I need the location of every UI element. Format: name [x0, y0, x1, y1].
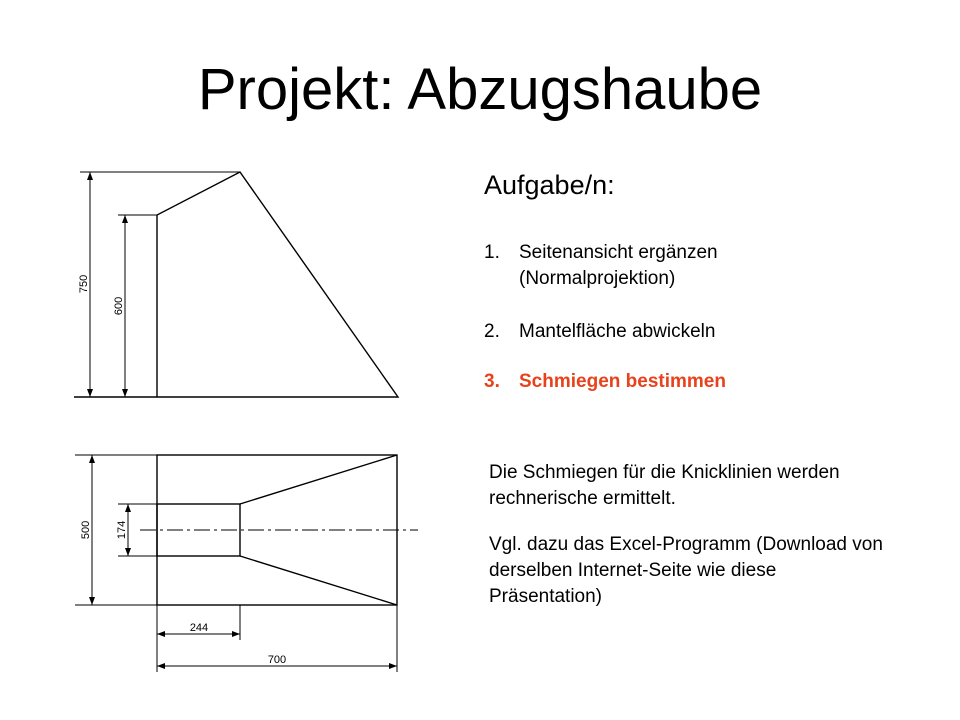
note-second: Vgl. dazu das Excel-Programm (Download von derselben Internet-Seite wie diese Präsentation) [489, 534, 883, 607]
dim-label-244: 244 [189, 622, 209, 634]
front-view-arrows [87, 172, 128, 397]
front-view-outline [157, 172, 398, 397]
top-view-edge-upper [240, 455, 397, 504]
note-first: Die Schmiegen für die Knicklinien werden rechnerische ermittelt. [489, 462, 840, 509]
arrow-244-left [157, 631, 165, 637]
arrow-700-left [157, 663, 165, 669]
arrow-600-bottom [122, 389, 128, 397]
dim-label-500: 500 [80, 520, 92, 540]
task-heading: Aufgabe/n: [484, 170, 615, 200]
arrow-500-top [89, 455, 95, 463]
front-view [74, 172, 398, 397]
task-list [484, 240, 904, 395]
arrow-750-top [87, 172, 93, 180]
arrow-500-bottom [89, 597, 95, 605]
arrow-700-right [389, 663, 397, 669]
top-view-arrows [89, 455, 397, 669]
slide-title: Projekt: Abzugshaube [197, 57, 763, 122]
dim-label-174: 174 [116, 520, 128, 540]
dim-label-750: 750 [78, 274, 90, 294]
task-item-1-line1: Seitenansicht ergänzen [519, 242, 718, 263]
arrow-600-top [122, 215, 128, 223]
task-item-1-line2: (Normalprojektion) [519, 268, 676, 289]
task-item-2-number: 2. [484, 321, 500, 342]
dim-label-700: 700 [267, 654, 287, 666]
dim-label-600: 600 [113, 296, 125, 316]
arrow-174-top [125, 504, 131, 512]
task-item-2-line1: Mantelfläche abwickeln [519, 321, 716, 342]
task-item-1-number: 1. [484, 242, 500, 263]
task-item-2 [484, 319, 904, 345]
arrow-174-bottom [125, 548, 131, 556]
top-view [75, 455, 418, 672]
task-item-1 [484, 240, 904, 292]
task-item-3-number: 3. [484, 371, 500, 392]
arrow-244-right [232, 631, 240, 637]
task-item-3 [484, 369, 904, 395]
task-item-3-line1: Schmiegen bestimmen [519, 371, 726, 392]
arrow-750-bottom [87, 389, 93, 397]
top-view-edge-lower [240, 556, 397, 605]
